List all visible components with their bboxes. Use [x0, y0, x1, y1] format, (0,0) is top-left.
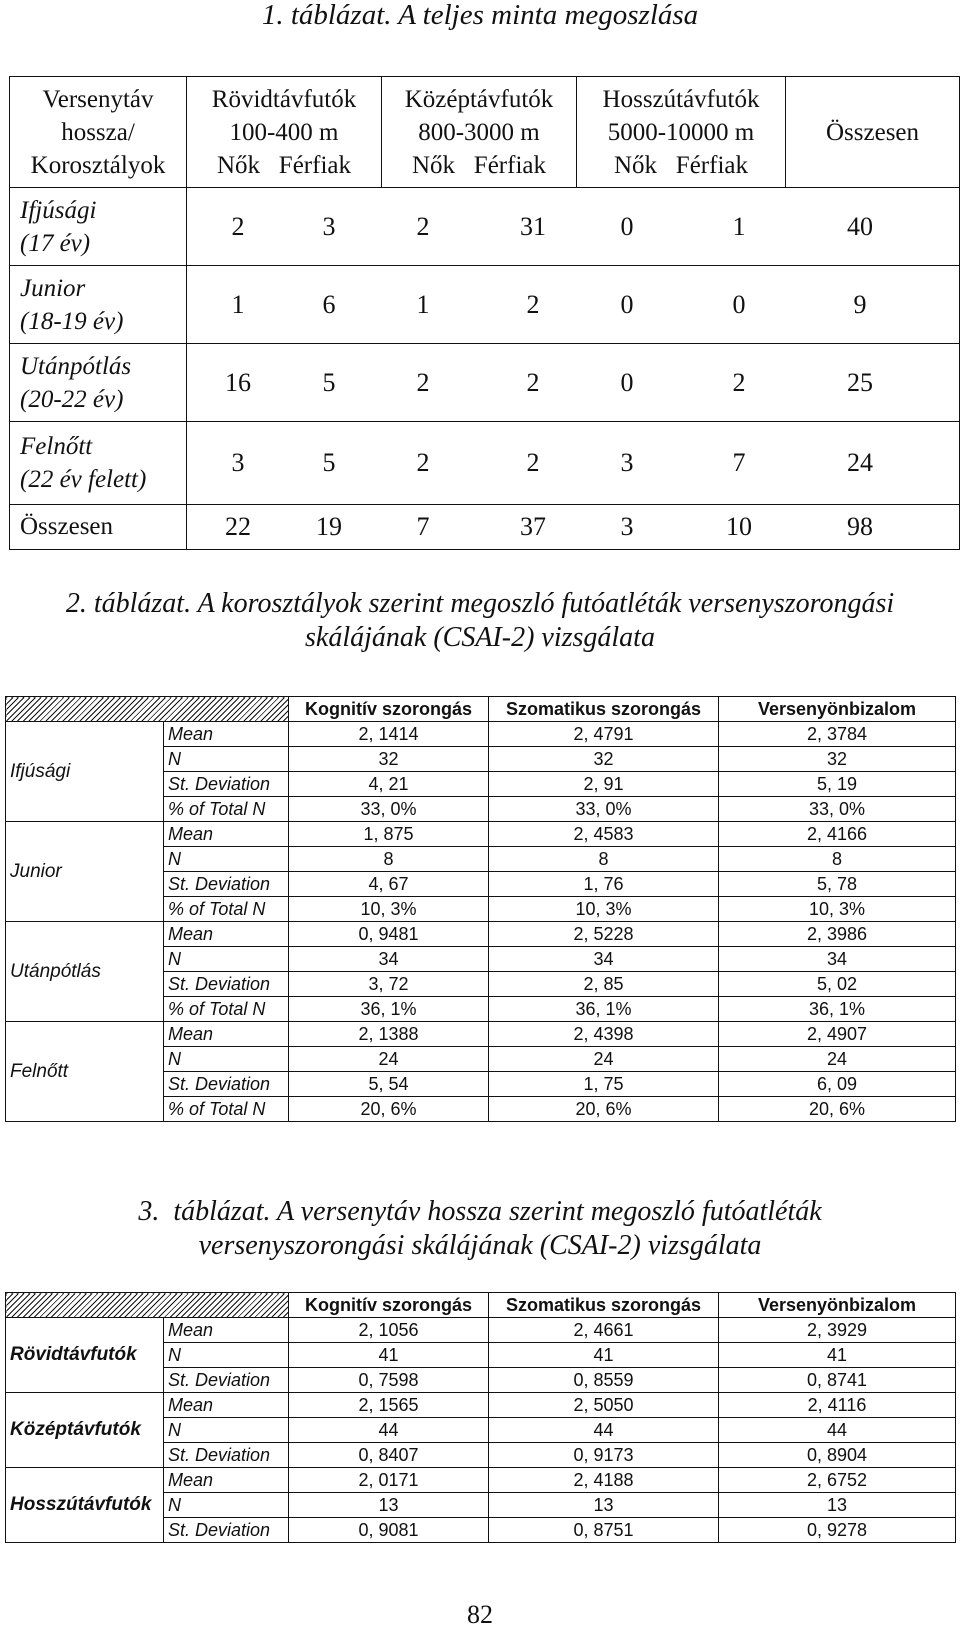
value-cell: 6, 09 — [719, 1072, 956, 1097]
stat-label: St. Deviation — [164, 972, 289, 997]
value-cell: 2, 4791 — [489, 722, 719, 747]
t1-cell: 6 — [322, 289, 336, 319]
value-cell: 2, 5050 — [489, 1393, 719, 1418]
value-cell: 10, 3% — [289, 897, 489, 922]
value-cell: 2, 4116 — [719, 1393, 956, 1418]
t1-row-label-line1: Utánpótlás — [20, 352, 132, 380]
stat-label: Mean — [164, 1468, 289, 1493]
t2-col-header: Versenyönbizalom — [719, 697, 956, 722]
value-cell: 2, 4661 — [489, 1318, 719, 1343]
t1-cell: 25 — [847, 367, 873, 397]
value-cell: 2, 3929 — [719, 1318, 956, 1343]
value-cell: 8 — [289, 847, 489, 872]
stat-label: % of Total N — [164, 897, 289, 922]
value-cell: 0, 9278 — [719, 1518, 956, 1543]
value-cell: 1, 875 — [289, 822, 489, 847]
t1-cell: 19 — [316, 511, 342, 541]
t1-h0-line2: hossza/ — [61, 118, 135, 146]
value-cell: 2, 3986 — [719, 922, 956, 947]
t3-col-header: Versenyönbizalom — [719, 1293, 956, 1318]
t1-cell: 2 — [526, 448, 540, 478]
t1-cell: 9 — [853, 289, 867, 319]
t1-cell: 98 — [847, 511, 873, 541]
t1-cell: 1 — [231, 289, 245, 319]
t1-cell: 37 — [520, 511, 546, 541]
t1-cell: 24 — [847, 448, 873, 478]
value-cell: 10, 3% — [489, 897, 719, 922]
t1-cell: 40 — [847, 211, 873, 241]
t1-row-values — [187, 266, 960, 344]
value-cell: 24 — [719, 1047, 956, 1072]
t1-row-label — [10, 422, 187, 504]
table-row — [6, 1022, 956, 1047]
value-cell: 1, 76 — [489, 872, 719, 897]
group-label: Utánpótlás — [6, 922, 164, 1022]
value-cell: 32 — [719, 747, 956, 772]
t3-col-header: Szomatikus szorongás — [489, 1293, 719, 1318]
t3-col-header: Kognitív szorongás — [289, 1293, 489, 1318]
t1-h2-line1: Középtávfutók — [404, 85, 554, 113]
t1-header-long — [577, 77, 786, 188]
t1-row-values — [187, 422, 960, 504]
table-row — [6, 1468, 956, 1493]
table2-title-line2: skálájának (CSAI-2) vizsgálata — [305, 622, 655, 653]
t1-cell: 0 — [620, 367, 634, 397]
value-cell: 41 — [719, 1343, 956, 1368]
t1-row-junior — [10, 266, 960, 344]
value-cell: 3, 72 — [289, 972, 489, 997]
table2 — [5, 696, 956, 1122]
stat-label: Mean — [164, 1022, 289, 1047]
t1-total-values — [187, 504, 960, 549]
value-cell: 24 — [289, 1047, 489, 1072]
table1-title: 1. táblázat. A teljes minta megoszlása — [261, 0, 699, 31]
stat-label: N — [164, 1493, 289, 1518]
stat-label: St. Deviation — [164, 872, 289, 897]
t1-h2-line2: 800-3000 m — [418, 118, 540, 146]
t1-row-label-line1: Junior — [20, 274, 86, 302]
t1-cell: 1 — [732, 211, 746, 241]
t1-h3-line2: 5000-10000 m — [607, 118, 755, 146]
stat-label: N — [164, 1343, 289, 1368]
t1-row-label-line1: Felnőtt — [20, 433, 93, 461]
t1-row-utanpotlas — [10, 344, 960, 422]
stat-label: Mean — [164, 1393, 289, 1418]
page-number: 82 — [467, 1600, 493, 1629]
t1-row-ifjusagi — [10, 188, 960, 266]
value-cell: 2, 5228 — [489, 922, 719, 947]
table-row — [6, 922, 956, 947]
value-cell: 44 — [489, 1418, 719, 1443]
value-cell: 5, 54 — [289, 1072, 489, 1097]
value-cell: 2, 1414 — [289, 722, 489, 747]
value-cell: 33, 0% — [719, 797, 956, 822]
t1-header-middle — [382, 77, 577, 188]
stat-label: Mean — [164, 922, 289, 947]
t1-cell: 3 — [322, 211, 336, 241]
value-cell: 5, 02 — [719, 972, 956, 997]
value-cell: 10, 3% — [719, 897, 956, 922]
value-cell: 8 — [489, 847, 719, 872]
t1-cell: 10 — [726, 511, 752, 541]
t1-row-total — [10, 504, 960, 549]
hatched-corner-cell — [6, 697, 289, 722]
t1-h3-line3: Nők Férfiak — [614, 151, 748, 179]
t1-row-label-line2: (20-22 év) — [20, 385, 124, 413]
group-label: Ifjúsági — [6, 722, 164, 822]
table3-title-line2: versenyszorongási skálájának (CSAI-2) vizsgálata — [198, 1230, 762, 1261]
value-cell: 0, 9173 — [489, 1443, 719, 1468]
stat-label: Mean — [164, 722, 289, 747]
stat-label: St. Deviation — [164, 772, 289, 797]
t1-cell: 2 — [416, 211, 430, 241]
stat-label: N — [164, 847, 289, 872]
value-cell: 36, 1% — [289, 997, 489, 1022]
t1-cell: 22 — [225, 511, 251, 541]
t1-cell: 2 — [732, 367, 746, 397]
value-cell: 13 — [719, 1493, 956, 1518]
value-cell: 36, 1% — [489, 997, 719, 1022]
value-cell: 34 — [719, 947, 956, 972]
value-cell: 20, 6% — [719, 1097, 956, 1122]
t2-col-header: Szomatikus szorongás — [489, 697, 719, 722]
value-cell: 2, 1056 — [289, 1318, 489, 1343]
stat-label: N — [164, 1047, 289, 1072]
t1-h1-line1: Rövidtávfutók — [211, 85, 357, 113]
value-cell: 32 — [489, 747, 719, 772]
table1 — [9, 76, 960, 550]
t1-cell: 2 — [231, 211, 245, 241]
t1-h3-line1: Hosszútávfutók — [602, 85, 760, 113]
t1-cell: 2 — [526, 289, 540, 319]
value-cell: 34 — [289, 947, 489, 972]
value-cell: 0, 8741 — [719, 1368, 956, 1393]
t1-total-label: Összesen — [10, 504, 187, 549]
t1-header-distance-age — [10, 77, 187, 188]
stat-label: St. Deviation — [164, 1072, 289, 1097]
t2-col-header: Kognitív szorongás — [289, 697, 489, 722]
value-cell: 5, 78 — [719, 872, 956, 897]
hatched-corner-cell — [6, 1293, 289, 1318]
group-label: Junior — [6, 822, 164, 922]
value-cell: 13 — [489, 1493, 719, 1518]
t1-h1-line2: 100-400 m — [229, 118, 339, 146]
stat-label: St. Deviation — [164, 1518, 289, 1543]
t1-header-total: Összesen — [786, 77, 960, 188]
value-cell: 20, 6% — [289, 1097, 489, 1122]
t1-cell: 0 — [620, 211, 634, 241]
t1-cell: 1 — [416, 289, 430, 319]
value-cell: 44 — [719, 1418, 956, 1443]
stat-label: St. Deviation — [164, 1368, 289, 1393]
t1-cell: 3 — [231, 448, 245, 478]
table-row — [6, 722, 956, 747]
t1-header-short — [187, 77, 382, 188]
value-cell: 5, 19 — [719, 772, 956, 797]
t1-row-label — [10, 344, 187, 422]
value-cell: 0, 8407 — [289, 1443, 489, 1468]
value-cell: 2, 91 — [489, 772, 719, 797]
table-row — [6, 1318, 956, 1343]
value-cell: 2, 4166 — [719, 822, 956, 847]
value-cell: 2, 4398 — [489, 1022, 719, 1047]
table3-title-line1: 3. táblázat. A versenytáv hossza szerint megoszló futóatléták — [138, 1196, 822, 1227]
value-cell: 2, 4188 — [489, 1468, 719, 1493]
t1-cell: 0 — [620, 289, 634, 319]
t1-row-label-line2: (22 év felett) — [20, 466, 147, 494]
table2-title — [0, 587, 960, 655]
t1-cell: 31 — [520, 211, 546, 241]
t1-row-label-line1: Ifjúsági — [20, 196, 97, 224]
t1-row-felnott — [10, 422, 960, 504]
stat-label: St. Deviation — [164, 1443, 289, 1468]
value-cell: 13 — [289, 1493, 489, 1518]
value-cell: 33, 0% — [489, 797, 719, 822]
value-cell: 2, 4583 — [489, 822, 719, 847]
value-cell: 2, 85 — [489, 972, 719, 997]
value-cell: 8 — [719, 847, 956, 872]
table3 — [5, 1292, 956, 1543]
t1-cell: 16 — [225, 367, 251, 397]
group-label: Hosszútávfutók — [6, 1468, 164, 1543]
value-cell: 0, 9481 — [289, 922, 489, 947]
value-cell: 41 — [489, 1343, 719, 1368]
stat-label: % of Total N — [164, 997, 289, 1022]
value-cell: 41 — [289, 1343, 489, 1368]
value-cell: 44 — [289, 1418, 489, 1443]
t1-cell: 5 — [322, 448, 336, 478]
table2-title-line1: 2. táblázat. A korosztályok szerint megoszló futóatléták versenyszorongási — [65, 588, 895, 619]
value-cell: 0, 8559 — [489, 1368, 719, 1393]
value-cell: 0, 9081 — [289, 1518, 489, 1543]
value-cell: 2, 6752 — [719, 1468, 956, 1493]
t1-h0-line3: Korosztályok — [30, 151, 166, 179]
value-cell: 20, 6% — [489, 1097, 719, 1122]
t1-row-label-line2: (18-19 év) — [20, 307, 124, 335]
value-cell: 2, 1565 — [289, 1393, 489, 1418]
t1-cell: 7 — [416, 511, 430, 541]
value-cell: 34 — [489, 947, 719, 972]
t1-row-label — [10, 188, 187, 266]
stat-label: Mean — [164, 822, 289, 847]
value-cell: 2, 4907 — [719, 1022, 956, 1047]
stat-label: % of Total N — [164, 1097, 289, 1122]
t1-cell: 2 — [416, 367, 430, 397]
t1-cell: 2 — [416, 448, 430, 478]
stat-label: Mean — [164, 1318, 289, 1343]
stat-label: N — [164, 747, 289, 772]
t1-cell: 7 — [732, 448, 746, 478]
value-cell: 4, 67 — [289, 872, 489, 897]
value-cell: 33, 0% — [289, 797, 489, 822]
stat-label: % of Total N — [164, 797, 289, 822]
value-cell: 2, 3784 — [719, 722, 956, 747]
group-label: Felnőtt — [6, 1022, 164, 1122]
value-cell: 4, 21 — [289, 772, 489, 797]
t1-cell: 3 — [620, 448, 634, 478]
table3-title — [0, 1195, 960, 1263]
value-cell: 36, 1% — [719, 997, 956, 1022]
t1-h1-line3: Nők Férfiak — [217, 151, 351, 179]
t1-cell: 5 — [322, 367, 336, 397]
value-cell: 0, 8751 — [489, 1518, 719, 1543]
group-label: Középtávfutók — [6, 1393, 164, 1468]
t1-row-values — [187, 344, 960, 422]
table-row — [6, 1393, 956, 1418]
value-cell: 1, 75 — [489, 1072, 719, 1097]
t1-h2-line3: Nők Férfiak — [412, 151, 546, 179]
value-cell: 2, 0171 — [289, 1468, 489, 1493]
group-label: Rövidtávfutók — [6, 1318, 164, 1393]
value-cell: 0, 7598 — [289, 1368, 489, 1393]
stat-label: N — [164, 947, 289, 972]
t1-cell: 0 — [732, 289, 746, 319]
t1-cell: 3 — [620, 511, 634, 541]
stat-label: N — [164, 1418, 289, 1443]
t1-row-label-line2: (17 év) — [20, 229, 91, 257]
t1-h0-line1: Versenytáv — [42, 85, 154, 113]
t1-row-label — [10, 266, 187, 344]
value-cell: 0, 8904 — [719, 1443, 956, 1468]
value-cell: 32 — [289, 747, 489, 772]
t1-row-values — [187, 188, 960, 266]
value-cell: 2, 1388 — [289, 1022, 489, 1047]
value-cell: 24 — [489, 1047, 719, 1072]
table-row — [6, 822, 956, 847]
t1-cell: 2 — [526, 367, 540, 397]
